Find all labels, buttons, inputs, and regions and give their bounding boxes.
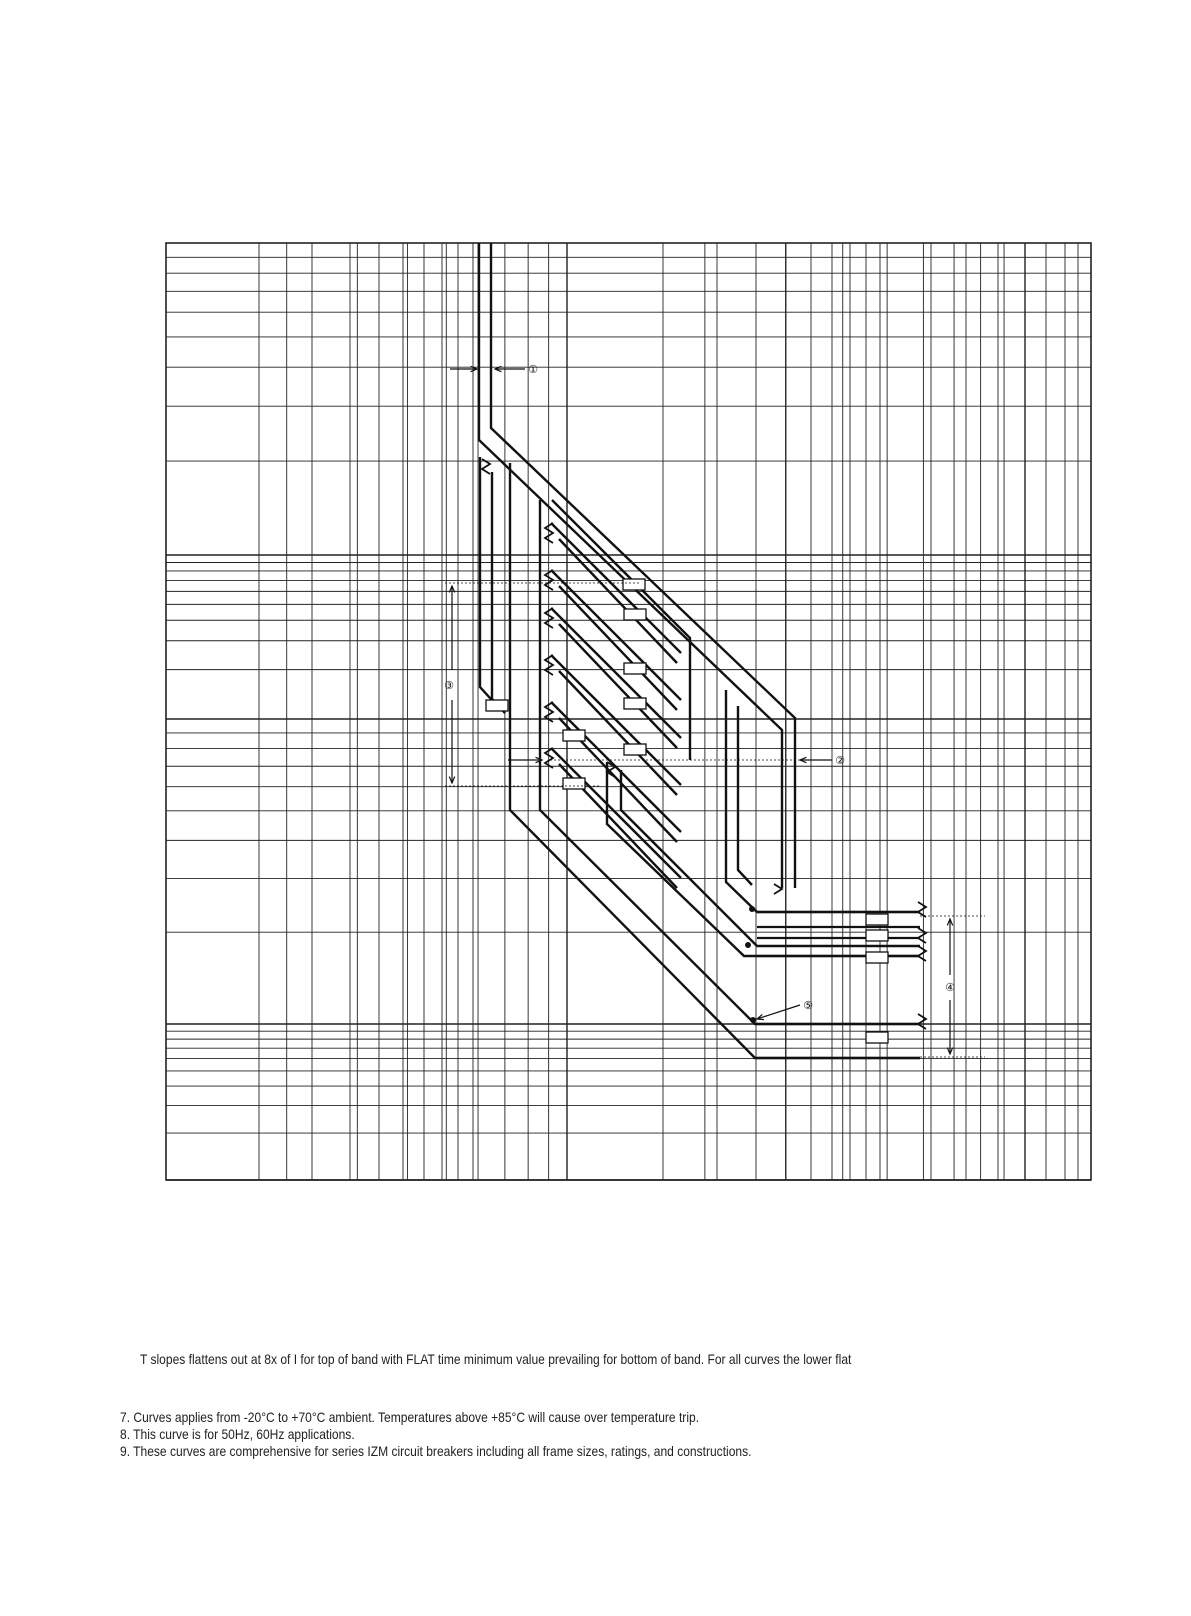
curve-shorttime-band [559,539,677,663]
note-item-8: 8. This curve is for 50Hz, 60Hz applications. [120,1426,355,1442]
setting-box [563,730,585,741]
break-marker [918,1014,926,1029]
setting-box [624,663,646,674]
chart-grid [166,243,1091,1180]
setting-box [486,700,508,711]
arrow-5 [757,1005,800,1019]
break-marker [918,902,926,917]
notes-list [120,1409,854,1460]
curve-instantaneous-left [479,243,782,888]
break-marker [918,928,926,943]
curve-instantaneous-right [491,243,795,888]
chart-annotations [444,363,985,1057]
knee-dot [749,906,755,912]
setting-box [563,778,585,789]
callout-1: ① [528,363,538,376]
setting-box [624,609,646,620]
setting-box [866,952,888,963]
setting-box [624,698,646,709]
note-item-7: 7. Curves applies from -20°C to +70°C ambient. Temperatures above +85°C will cause over temperature trip. [120,1409,700,1425]
knee-dot [745,942,751,948]
footnote-slope: T slopes flattens out at 8x of I for top of band with FLAT time minimum value prevailing for bottom of band. For all curves the lower flat [140,1351,852,1367]
setting-box [866,1032,888,1043]
setting-box [623,579,645,590]
setting-box [624,744,646,755]
callout-3: ③ [444,679,454,692]
callout-5: ⑤ [803,999,813,1012]
curve-longtime-outer-a [492,472,505,713]
setting-box [866,930,888,941]
break-marker [918,946,926,961]
trip-curves [479,243,926,1058]
knee-dot [750,1017,756,1023]
note-item-9: 9. These curves are comprehensive for series IZM circuit breakers including all frame sizes, ratings, and constructions. [120,1443,752,1459]
setting-box [866,914,888,925]
callout-4: ④ [945,981,955,994]
callout-2: ② [835,754,845,767]
